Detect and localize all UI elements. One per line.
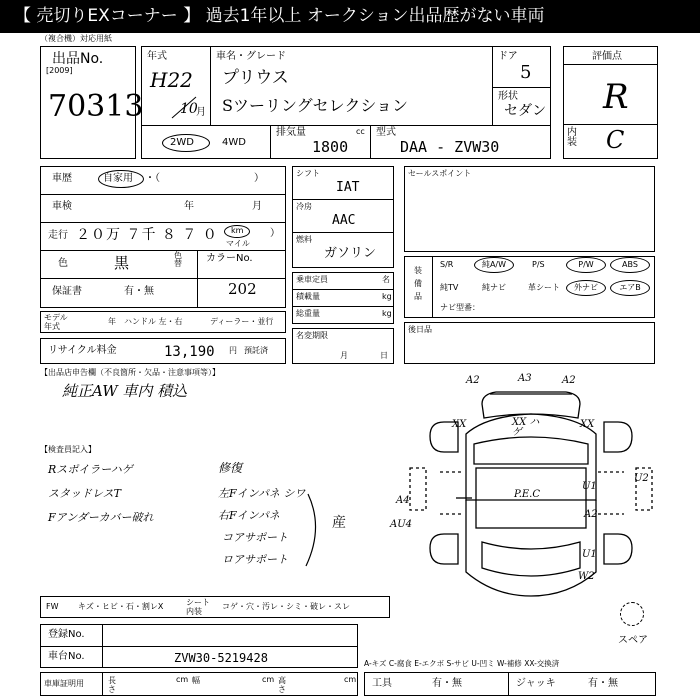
capacity-label: 乗車定員: [296, 275, 328, 284]
inspection-label: 車検: [52, 201, 72, 212]
listing-label: 出品No.: [52, 51, 104, 67]
month-value: 10: [180, 101, 198, 117]
inspector-left-3: Fアンダーカバー破れ: [48, 511, 154, 524]
recycle-note: 預託済: [244, 346, 268, 355]
doors-value: 5: [520, 62, 532, 83]
mileage-label: 走行: [48, 230, 68, 241]
legend-damage: コゲ・穴・汚レ・シミ・破レ・スレ: [222, 602, 350, 611]
legend-seat: シート内装: [186, 598, 210, 616]
history-value: 自家用: [103, 173, 133, 184]
cert-length-unit: cm: [176, 675, 189, 684]
inspector-right-2: 左Fインパネ シワ: [218, 487, 306, 500]
color-change-label: 色替: [174, 251, 182, 268]
name-change-month: 月: [340, 351, 348, 360]
diag-mark-1: A2: [466, 375, 480, 386]
interior-value: C: [606, 126, 625, 154]
shift-value: IAT: [336, 180, 360, 195]
dealer-label: ディーラー・並行: [210, 317, 274, 326]
model-code-value: DAA - ZVW30: [400, 138, 500, 156]
equipment-label: 装備品: [414, 266, 422, 301]
sales-point-box: [404, 166, 655, 252]
diag-mark-8: U1: [582, 481, 597, 492]
diag-mark-9: A4: [396, 495, 410, 506]
seller-notes-text: 純正AW 車内 積込: [62, 382, 188, 400]
diag-mark-2: A3: [518, 373, 532, 384]
drive-2wd: 2WD: [170, 137, 194, 148]
inspector-label: 【検査員記入】: [40, 445, 96, 454]
equip-abs: ABS: [610, 257, 650, 273]
weight-label: 総重量: [296, 309, 320, 318]
equip-sr: S/R: [440, 260, 454, 269]
model-year-unit: 年: [108, 317, 116, 326]
displacement-value: 1800: [312, 138, 349, 156]
model-year-label: モデル年式: [44, 313, 68, 331]
diag-mark-11: A2: [584, 509, 598, 520]
mileage-km: km: [231, 226, 244, 235]
car-name-label: 車名・グレード: [216, 51, 286, 62]
spare-label: スペア: [618, 635, 648, 646]
navi-model-label: ナビ型番：: [440, 303, 480, 312]
month-unit: 月: [196, 107, 206, 118]
capacity-unit: 名: [382, 275, 390, 284]
inspector-right-4: コアサポート: [222, 531, 288, 544]
inspector-mark: 産: [332, 515, 346, 531]
legend-fw: FW: [46, 602, 59, 611]
post-equip-label: 後日品: [408, 325, 432, 334]
spare-tire-icon: [620, 602, 644, 626]
history-close: ）: [254, 173, 264, 184]
score-label: 評価点: [592, 51, 622, 62]
inspector-right-3: 右Fインパネ: [218, 509, 280, 522]
warranty-label: 保証書: [52, 286, 82, 297]
fuel-label: 燃料: [296, 235, 312, 244]
equip-aw: 純A/W: [474, 257, 514, 273]
body-value: セダン: [504, 103, 547, 119]
diag-mark-12: AU4: [390, 519, 413, 530]
diag-mark-3: A2: [562, 375, 576, 386]
jack-value: 有・無: [588, 678, 618, 689]
name-change-label: 名変期限: [296, 331, 328, 340]
car-grade: Sツーリングセレクション: [222, 96, 409, 115]
fuel-value: ガソリン: [324, 246, 377, 261]
banner-title: 【 売切りEXコーナー 】 過去1年以上 オークション出品歴がない車両: [0, 0, 700, 33]
mileage-paren: ）: [270, 228, 280, 239]
mileage-mile: マイル: [226, 239, 250, 248]
damage-legend: A-キズ C-腐食 E-エクボ S-サビ U-凹ミ W-補修 XX-交換済: [364, 659, 560, 668]
jack-label: ジャッキ: [516, 678, 556, 689]
tools-label: 工具: [372, 678, 392, 689]
recycle-value: 13,190: [164, 344, 215, 360]
load-unit: kg: [382, 292, 392, 301]
doors-label: ドア: [498, 51, 518, 62]
interior-label: 内装: [567, 127, 577, 148]
inspector-left-1: Rスポイラーハゲ: [48, 463, 133, 476]
listing-number: 70313: [48, 89, 144, 124]
year-value: H22: [150, 68, 193, 92]
warranty-value: 有・無: [124, 286, 154, 297]
car-name: プリウス: [222, 68, 289, 88]
equip-ps: P/S: [532, 260, 545, 269]
score-value: R: [603, 77, 629, 117]
model-code-label: 型式: [376, 127, 396, 138]
history-rest: ・（: [145, 173, 160, 184]
chassis-label: 車台No.: [48, 651, 85, 662]
inspection-month: 月: [252, 201, 262, 212]
legend-scratch: キズ・ヒビ・石・割レX: [78, 602, 164, 611]
ac-value: AAC: [332, 213, 356, 228]
recycle-unit: 円: [229, 346, 237, 355]
top-note: （複合機）対応用紙: [40, 34, 112, 43]
listing-year-stamp: [2009]: [46, 66, 73, 75]
cert-length: 長さ: [108, 676, 116, 694]
mileage-value: ２０万 ７千 ８ ７ ０: [76, 227, 218, 243]
diag-mark-6: XX: [580, 419, 595, 430]
year-slash: [168, 95, 198, 120]
equip-pw: P/W: [566, 257, 606, 273]
cert-height-unit: cm: [344, 675, 357, 684]
sales-point-label: セールスポイント: [408, 169, 472, 178]
weight-unit: kg: [382, 309, 392, 318]
diag-mark-4: XX: [452, 419, 467, 430]
history-label: 車歴: [52, 173, 72, 184]
chassis-value: ZVW30-5219428: [174, 651, 268, 665]
inspector-right-5: ロアサポート: [222, 553, 288, 566]
cert-label: 車庫証明用: [44, 679, 84, 688]
color-value: 黒: [114, 254, 130, 272]
equip-airbag: エアB: [610, 280, 650, 296]
shift-label: シフト: [296, 169, 320, 178]
equip-ext-navi: 外ナビ: [566, 280, 606, 296]
inspector-right-1: 修復: [218, 461, 243, 475]
displacement-label: 排気量: [276, 127, 306, 138]
diag-mark-14: W2: [578, 571, 595, 582]
handle-label: ハンドル 左・右: [124, 317, 183, 326]
load-label: 積載量: [296, 292, 320, 301]
displacement-unit: cc: [356, 127, 365, 136]
color-code-value: 202: [228, 280, 257, 298]
drive-4wd: 4WD: [222, 137, 246, 148]
diag-mark-10: P.E.C: [514, 489, 541, 500]
seller-notes-label: 【出品店申告欄（不良箇所・欠品・注意事項等）】: [40, 368, 220, 377]
ac-label: 冷房: [296, 202, 312, 211]
tools-value: 有・無: [432, 678, 462, 689]
inspection-year: 年: [184, 201, 194, 212]
post-equip-box: [404, 322, 655, 364]
recycle-label: リサイクル料金: [48, 345, 117, 356]
inspector-left-2: スタッドレスT: [48, 487, 122, 500]
cert-width-unit: cm: [262, 675, 275, 684]
color-code-label: カラーNo.: [206, 253, 253, 264]
registration-label: 登録No.: [48, 629, 85, 640]
diag-mark-7: U2: [634, 473, 649, 484]
diag-mark-5: XX ハゲ: [512, 417, 540, 438]
name-change-day: 日: [380, 351, 388, 360]
equip-tv: 純TV: [440, 283, 459, 292]
cert-width: 幅: [192, 676, 200, 685]
body-label: 形状: [498, 91, 518, 102]
year-label: 年式: [147, 51, 167, 62]
equip-navi: 純ナビ: [482, 283, 506, 292]
cert-height: 高さ: [278, 676, 286, 694]
color-label: 色: [58, 258, 68, 269]
equip-leather: 革シート: [528, 283, 560, 292]
diag-mark-13: U1: [582, 549, 597, 560]
